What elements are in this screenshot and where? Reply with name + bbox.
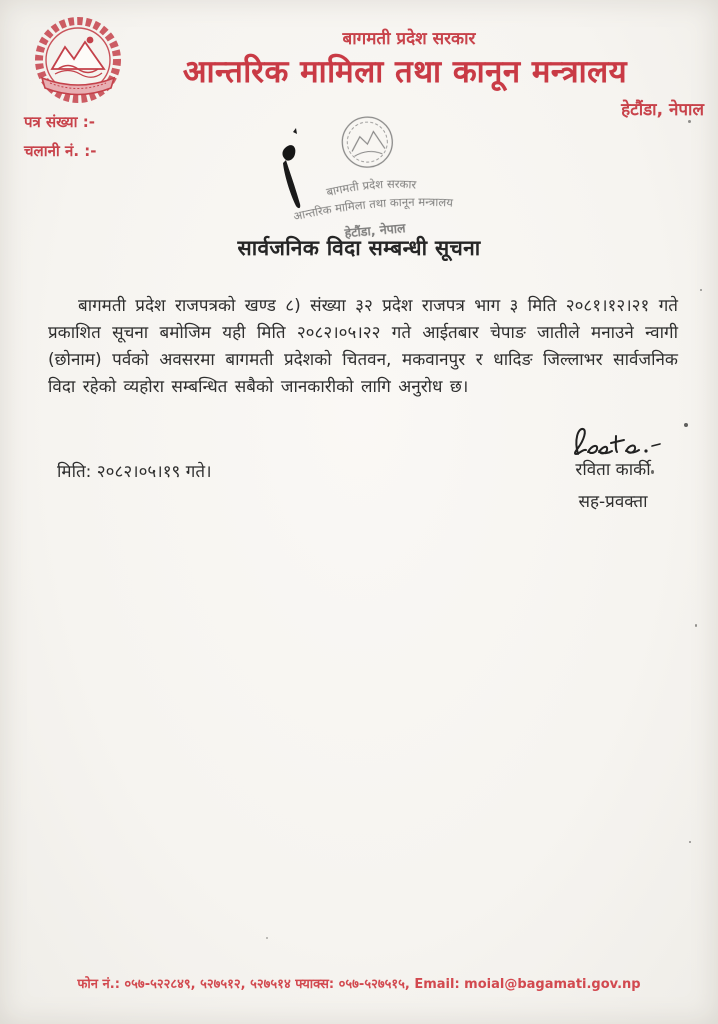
footer-contact: फोन नं.: ०५७-५२२८४९, ५२७५१२, ५२७५१४ फ्याक्स: ०५७-५२७५१५, Email: moial@bagamati.gov.np [77,977,641,992]
stamp-text-ministry: आन्तरिक मामिला तथा कानून मन्त्रालय [291,194,454,224]
scan-speck [689,841,691,843]
ink-mark [255,126,315,246]
letter-number-label: पत्र संख्या :- [24,113,95,131]
svg-text:आन्तरिक मामिला तथा कानून मन्त् [291,190,454,224]
scan-speck [695,624,697,627]
signatory-name: रविता कार्की [575,460,651,480]
stamp-text-government: बागमती प्रदेश सरकार [324,176,417,200]
signatory-block [548,457,678,512]
stamp-text-location: हेटौंडा, नेपाल [343,220,407,241]
notice-body: बागमती प्रदेश राजपत्रको खण्ड ८) संख्या ३२ प्रदेश राजपत्र भाग ३ मिति २०८१।१२।२१ गते प्रकाशित सूचना बमोजिम यही मिति २०८२।०५।२२ गते आईतबार चेपाङ जातीले मनाउने न्वागी (छोनाम) पर्वको अवसरमा बागमती प्रदेशको चितवन, मकवानपुर र धादिङ जिल्लाभर सार्वजनिक विदा रहेको व्यहोरा सम्बन्धित सबैको जानकारीको लागि अनुरोध छ। [48,296,678,397]
letterhead-government-name: बागमती प्रदेश सरकार [342,29,476,49]
letterhead-ministry-name: आन्तरिक मामिला तथा कानून मन्त्रालय [182,54,628,90]
scan-speck [688,120,691,123]
dispatch-number-label: चलानी नं. :- [24,142,97,160]
signatory-designation: सह-प्रवक्ता [578,492,648,512]
scan-speck [651,470,654,474]
scan-speck [700,289,702,291]
notice-date: मिति: २०८२।०५।१९ गते। [57,462,212,482]
scan-speck [684,423,688,427]
notice-title: सार्वजनिक विदा सम्बन्धी सूचना [237,236,481,260]
scan-speck [266,937,268,939]
letterhead-location: हेटौंडा, नेपाल [621,100,704,120]
